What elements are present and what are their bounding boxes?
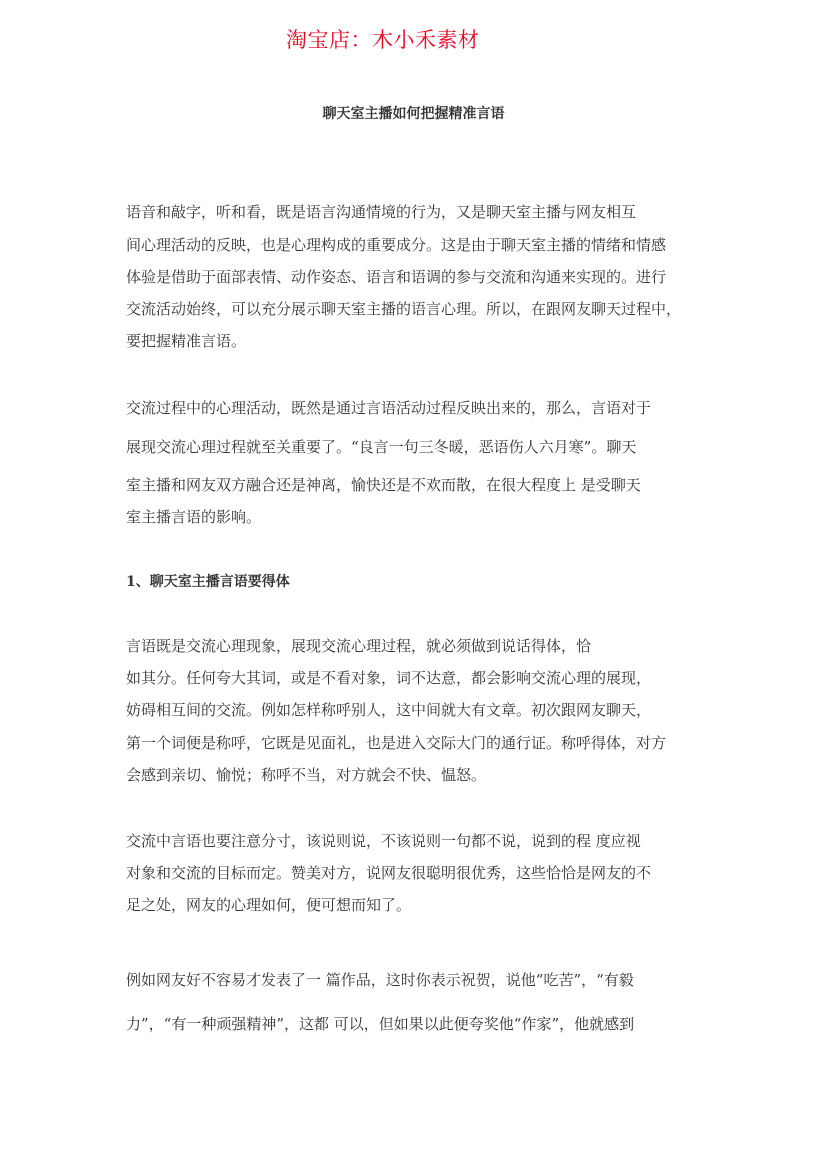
paragraph-line: 体验是借助于面部表情、动作姿态、语言和语调的参与交流和沟通来实现的。进行 bbox=[126, 268, 667, 286]
paragraph-line: 力”，“有一种顽强精神”，这都 可以，但如果以此便夸奖他“作家”，他就感到 bbox=[126, 1015, 635, 1033]
paragraph-line: 妨碍相互间的交流。例如怎样称呼别人，这中间就大有文章。初次跟网友聊天， bbox=[126, 701, 652, 719]
paragraph-line: 展现交流心理过程就至关重要了。“良言一句三冬暖，恶语伤人六月寒”。聊天 bbox=[126, 438, 637, 456]
document-title: 聊天室主播如何把握精准言语 bbox=[322, 106, 505, 122]
paragraph-line: 足之处，网友的心理如何，便可想而知了。 bbox=[126, 896, 412, 914]
paragraph-line: 对象和交流的目标而定。赞美对方，说网友很聪明很优秀，这些恰恰是网友的不 bbox=[126, 864, 652, 882]
shop-label: 淘宝店：木小禾素材 bbox=[286, 28, 480, 52]
paragraph-line: 间心理活动的反映，也是心理构成的重要成分。这是由于聊天室主播的情绪和情感 bbox=[126, 236, 667, 254]
paragraph-line: 室主播和网友双方融合还是神离，愉快还是不欢而散，在很大程度上 是受聊天 bbox=[126, 476, 641, 494]
paragraph-line: 语音和敲字，听和看，既是语言沟通情境的行为，又是聊天室主播与网友相互 bbox=[126, 203, 637, 221]
paragraph-line: 第一个词便是称呼，它既是见面礼，也是进入交际大门的通行证。称呼得体，对方 bbox=[126, 734, 667, 752]
section-heading: 1、聊天室主播言语要得体 bbox=[126, 574, 290, 590]
paragraph-line: 会感到亲切、愉悦；称呼不当，对方就会不快、愠怒。 bbox=[126, 766, 487, 784]
paragraph-line: 言语既是交流心理现象，展现交流心理过程，就必须做到说话得体，恰 bbox=[126, 637, 592, 655]
paragraph-line: 室主播言语的影响。 bbox=[126, 508, 262, 526]
paragraph-line: 交流中言语也要注意分寸，该说则说，不该说则一句都不说，说到的程 度应视 bbox=[126, 832, 641, 850]
paragraph-line: 要把握精准言语。 bbox=[126, 332, 247, 350]
paragraph-line: 交流过程中的心理活动，既然是通过言语活动过程反映出来的，那么，言语对于 bbox=[126, 399, 652, 417]
paragraph-line: 如其分。任何夸大其词，或是不看对象，词不达意，都会影响交流心理的展现， bbox=[126, 669, 652, 687]
paragraph-line: 例如网友好不容易才发表了一 篇作品，这时你表示祝贺，说他“吃苦”，“有毅 bbox=[126, 971, 634, 989]
paragraph-line: 交流活动始终，可以充分展示聊天室主播的语言心理。所以，在跟网友聊天过程中， bbox=[126, 300, 682, 318]
